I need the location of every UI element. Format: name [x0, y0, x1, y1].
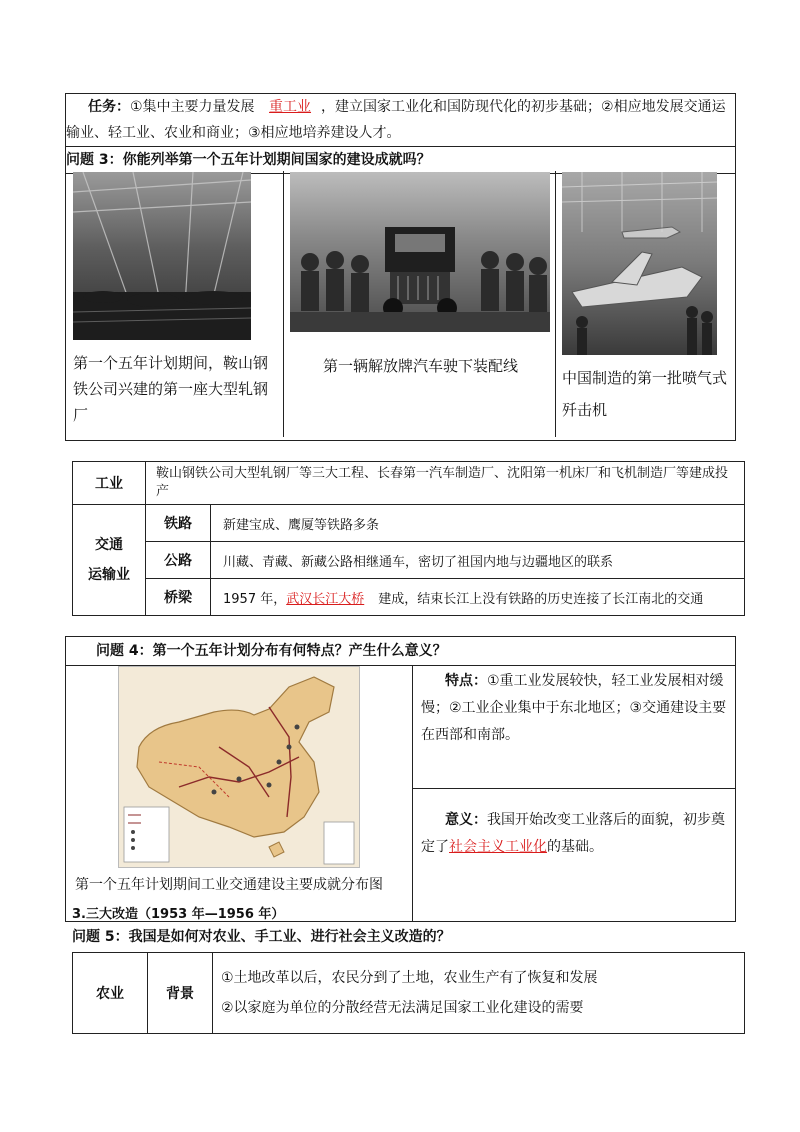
industry-label: 工业	[73, 462, 146, 505]
industry-text: 鞍山钢铁公司大型轧钢厂等三大工程、长春第一汽车制造厂、沈阳第一机床厂和飞机制造厂等建成投产	[146, 462, 745, 505]
agri-background-text	[213, 953, 745, 1034]
bridge-label: 桥梁	[146, 579, 211, 616]
question-4-title: 问题 4：第一个五年计划分布有何特点？产生什么意义？	[66, 637, 736, 666]
photo-1-caption: 第一个五年计划期间，鞍山钢铁公司兴建的第一座大型轧钢厂	[73, 354, 269, 424]
question-3-title: 问题 3：你能列举第一个五年计划期间国家的建设成就吗？	[66, 147, 736, 174]
photo-3-caption: 中国制造的第一批喷气式歼击机	[562, 369, 728, 419]
feature-text: ①重工业发展较快，轻工业发展相对缓慢；②工业企业集中于东北地区；③交通建设主要在西部和南部。	[421, 673, 727, 743]
meaning-text-1: 我国开始改变工业落后的面貌，初步奠定了	[421, 812, 725, 855]
agri-item-1: ①土地改革以后，农民分到了土地，农业生产有了恢复和发展	[221, 970, 598, 986]
bridge-text-pre: 1957 年，	[223, 591, 287, 607]
transport-label	[73, 505, 146, 616]
bridge-text	[211, 579, 745, 616]
photo-divider-2	[555, 171, 556, 437]
rail-text: 新建宝成、鹰厦等铁路多条	[211, 505, 745, 542]
agri-item-2: ②以家庭为单位的分散经营无法满足国家工业化建设的需要	[221, 1000, 584, 1016]
truck-photo	[290, 172, 550, 332]
task-text-1: ①集中主要力量发展	[130, 99, 255, 115]
rail-label: 铁路	[146, 505, 211, 542]
bridge-blank-wuhan-bridge: 武汉长江大桥	[286, 591, 365, 607]
agri-label: 农业	[73, 953, 148, 1034]
road-text: 川藏、青藏、新藏公路相继通车，密切了祖国内地与边疆地区的联系	[211, 542, 745, 579]
transport-label-line-1: 交通	[95, 537, 123, 553]
section-3-title: 3.三大改造（1953 年—1956 年）	[72, 907, 285, 922]
task-label: 任务：	[88, 99, 130, 115]
task-cell	[66, 94, 736, 147]
agri-background-label: 背景	[148, 953, 213, 1034]
steel-mill-photo	[73, 172, 251, 340]
photo-2-caption: 第一辆解放牌汽车驶下装配线	[323, 357, 519, 375]
task-text-2: ，建立国家工业化和国防现代化的初步基础；②相应地发展交通运输业、轻工业、农业和商业；③相应地培养建设人才。	[66, 99, 726, 141]
task-blank-heavy-industry: 重工业	[269, 99, 312, 115]
meaning-blank-socialist-industrialization: 社会主义工业化	[449, 839, 547, 855]
feature-cell	[413, 666, 736, 789]
transport-label-line-2: 运输业	[88, 567, 130, 583]
map-caption: 第一个五年计划期间工业交通建设主要成就分布图	[75, 877, 383, 893]
photo-divider-1	[283, 171, 284, 437]
feature-label: 特点：	[445, 673, 487, 689]
bridge-text-post: 建成，结束长江上没有铁路的历史连接了长江南北的交通	[378, 591, 704, 607]
question-5-title: 问题 5：我国是如何对农业、手工业、进行社会主义改造的？	[72, 929, 451, 945]
agriculture-table	[72, 952, 745, 1034]
achievements-table	[72, 461, 745, 616]
jet-fighter-photo	[562, 172, 717, 355]
meaning-label: 意义：	[445, 812, 487, 828]
china-map	[118, 666, 360, 868]
meaning-cell	[413, 789, 736, 922]
meaning-text-2: 的基础。	[547, 839, 603, 855]
road-label: 公路	[146, 542, 211, 579]
